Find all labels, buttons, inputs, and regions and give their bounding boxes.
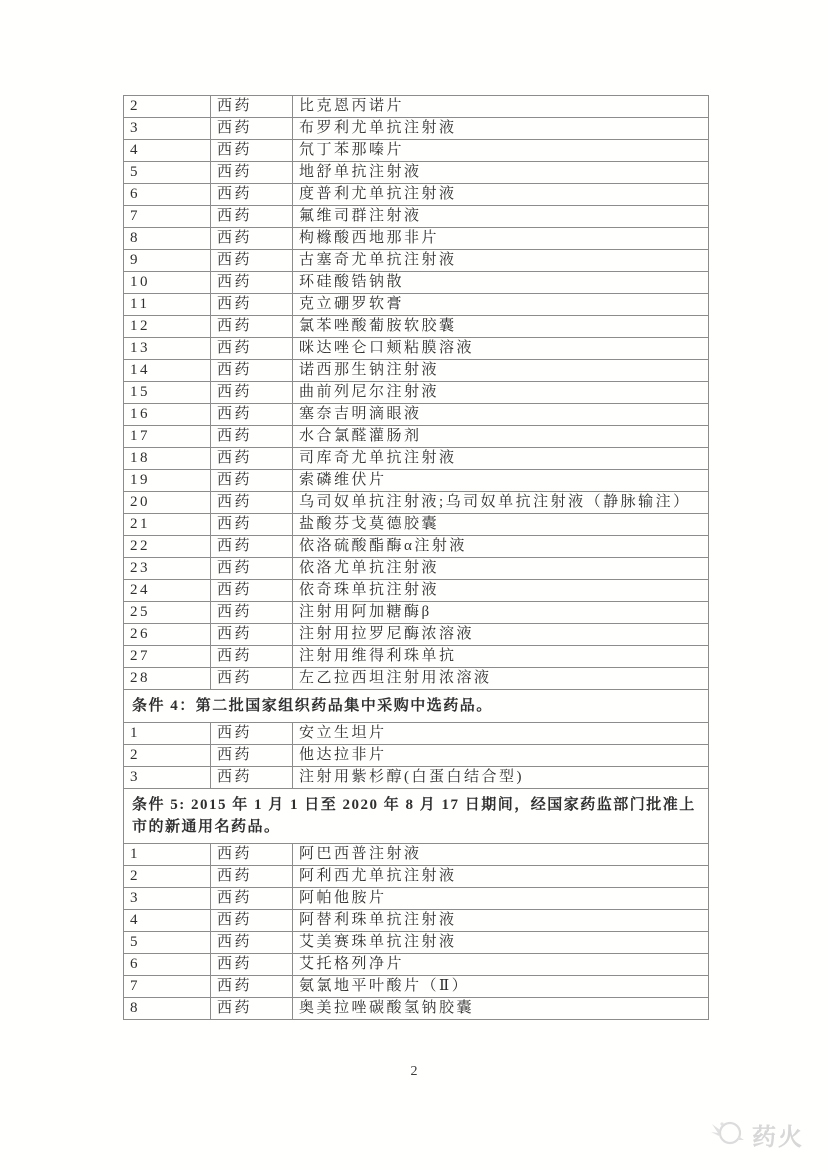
row-number-cell: 20 — [124, 492, 211, 514]
drug-name-cell: 阿巴西普注射液 — [293, 844, 709, 866]
table-row — [124, 492, 709, 514]
row-number-cell: 6 — [124, 184, 211, 206]
table-row — [124, 140, 709, 162]
table-row — [124, 382, 709, 404]
category-cell: 西药 — [211, 426, 293, 448]
row-number-cell: 1 — [124, 723, 211, 745]
table-row — [124, 998, 709, 1020]
category-cell: 西药 — [211, 118, 293, 140]
row-number-cell: 25 — [124, 602, 211, 624]
drug-name-cell: 他达拉非片 — [293, 745, 709, 767]
category-cell: 西药 — [211, 998, 293, 1020]
drug-name-cell: 依洛硫酸酯酶α注射液 — [293, 536, 709, 558]
table-row — [124, 954, 709, 976]
drug-name-cell: 曲前列尼尔注射液 — [293, 382, 709, 404]
row-number-cell: 7 — [124, 976, 211, 998]
table-row — [124, 404, 709, 426]
drug-name-cell: 环硅酸锆钠散 — [293, 272, 709, 294]
row-number-cell: 11 — [124, 294, 211, 316]
drug-name-cell: 布罗利尤单抗注射液 — [293, 118, 709, 140]
row-number-cell: 10 — [124, 272, 211, 294]
drug-name-cell: 阿帕他胺片 — [293, 888, 709, 910]
category-cell: 西药 — [211, 646, 293, 668]
category-cell: 西药 — [211, 767, 293, 789]
category-cell: 西药 — [211, 910, 293, 932]
drug-name-cell: 注射用紫杉醇(白蛋白结合型) — [293, 767, 709, 789]
category-cell: 西药 — [211, 250, 293, 272]
row-number-cell: 22 — [124, 536, 211, 558]
watermark-logo — [708, 1116, 804, 1153]
table-row — [124, 96, 709, 118]
drug-name-cell: 氨氯地平叶酸片（Ⅱ） — [293, 976, 709, 998]
drug-name-cell: 阿替利珠单抗注射液 — [293, 910, 709, 932]
table-row — [124, 932, 709, 954]
row-number-cell: 17 — [124, 426, 211, 448]
drug-name-cell: 盐酸芬戈莫德胶囊 — [293, 514, 709, 536]
table-row — [124, 184, 709, 206]
drug-name-cell: 诺西那生钠注射液 — [293, 360, 709, 382]
drug-name-cell: 司库奇尤单抗注射液 — [293, 448, 709, 470]
row-number-cell: 24 — [124, 580, 211, 602]
table-row — [124, 250, 709, 272]
table-row — [124, 767, 709, 789]
row-number-cell: 18 — [124, 448, 211, 470]
drug-name-cell: 古塞奇尤单抗注射液 — [293, 250, 709, 272]
row-number-cell: 4 — [124, 910, 211, 932]
category-cell: 西药 — [211, 162, 293, 184]
table-row — [124, 470, 709, 492]
row-number-cell: 3 — [124, 767, 211, 789]
page-number: 2 — [410, 1064, 418, 1079]
drug-name-cell: 氯苯唑酸葡胺软胶囊 — [293, 316, 709, 338]
category-cell: 西药 — [211, 360, 293, 382]
section-header-row — [124, 789, 709, 844]
row-number-cell: 15 — [124, 382, 211, 404]
category-cell: 西药 — [211, 976, 293, 998]
section-header-row — [124, 690, 709, 723]
category-cell: 西药 — [211, 294, 293, 316]
drug-name-cell: 塞奈吉明滴眼液 — [293, 404, 709, 426]
row-number-cell: 8 — [124, 998, 211, 1020]
row-number-cell: 8 — [124, 228, 211, 250]
category-cell: 西药 — [211, 272, 293, 294]
drug-name-cell: 左乙拉西坦注射用浓溶液 — [293, 668, 709, 690]
row-number-cell: 21 — [124, 514, 211, 536]
row-number-cell: 6 — [124, 954, 211, 976]
drug-name-cell: 注射用拉罗尼酶浓溶液 — [293, 624, 709, 646]
table-row — [124, 910, 709, 932]
row-number-cell: 13 — [124, 338, 211, 360]
drug-name-cell: 克立硼罗软膏 — [293, 294, 709, 316]
bird-flame-icon — [708, 1116, 748, 1153]
table-row — [124, 360, 709, 382]
category-cell: 西药 — [211, 844, 293, 866]
table-row — [124, 162, 709, 184]
table-row — [124, 866, 709, 888]
drug-name-cell: 注射用维得利珠单抗 — [293, 646, 709, 668]
category-cell: 西药 — [211, 514, 293, 536]
drug-name-cell: 奥美拉唑碳酸氢钠胶囊 — [293, 998, 709, 1020]
row-number-cell: 14 — [124, 360, 211, 382]
category-cell: 西药 — [211, 745, 293, 767]
row-number-cell: 23 — [124, 558, 211, 580]
row-number-cell: 3 — [124, 888, 211, 910]
category-cell: 西药 — [211, 470, 293, 492]
drug-name-cell: 咪达唑仑口颊粘膜溶液 — [293, 338, 709, 360]
table-row — [124, 844, 709, 866]
table-row — [124, 536, 709, 558]
category-cell: 西药 — [211, 580, 293, 602]
table-row — [124, 723, 709, 745]
drug-name-cell: 乌司奴单抗注射液;乌司奴单抗注射液（静脉输注） — [293, 492, 709, 514]
row-number-cell: 3 — [124, 118, 211, 140]
drug-name-cell: 阿利西尤单抗注射液 — [293, 866, 709, 888]
category-cell: 西药 — [211, 382, 293, 404]
category-cell: 西药 — [211, 866, 293, 888]
table-row — [124, 558, 709, 580]
category-cell: 西药 — [211, 316, 293, 338]
drug-name-cell: 度普利尤单抗注射液 — [293, 184, 709, 206]
table-row — [124, 888, 709, 910]
drug-table — [123, 95, 709, 1020]
row-number-cell: 27 — [124, 646, 211, 668]
table-row — [124, 976, 709, 998]
drug-name-cell: 安立生坦片 — [293, 723, 709, 745]
row-number-cell: 2 — [124, 866, 211, 888]
drug-name-cell: 氘丁苯那嗪片 — [293, 140, 709, 162]
category-cell: 西药 — [211, 96, 293, 118]
category-cell: 西药 — [211, 536, 293, 558]
table-row — [124, 118, 709, 140]
row-number-cell: 2 — [124, 745, 211, 767]
row-number-cell: 16 — [124, 404, 211, 426]
drug-name-cell: 依奇珠单抗注射液 — [293, 580, 709, 602]
row-number-cell: 19 — [124, 470, 211, 492]
drug-name-cell: 水合氯醛灌肠剂 — [293, 426, 709, 448]
table-row — [124, 602, 709, 624]
table-row — [124, 580, 709, 602]
table-row — [124, 646, 709, 668]
drug-table-container — [123, 95, 709, 1020]
drug-name-cell: 氟维司群注射液 — [293, 206, 709, 228]
table-row — [124, 514, 709, 536]
category-cell: 西药 — [211, 624, 293, 646]
category-cell: 西药 — [211, 140, 293, 162]
table-row — [124, 338, 709, 360]
drug-name-cell: 艾美赛珠单抗注射液 — [293, 932, 709, 954]
drug-name-cell: 枸橼酸西地那非片 — [293, 228, 709, 250]
category-cell: 西药 — [211, 404, 293, 426]
category-cell: 西药 — [211, 602, 293, 624]
drug-name-cell: 注射用阿加糖酶β — [293, 602, 709, 624]
category-cell: 西药 — [211, 228, 293, 250]
category-cell: 西药 — [211, 558, 293, 580]
category-cell: 西药 — [211, 338, 293, 360]
drug-name-cell: 依洛尤单抗注射液 — [293, 558, 709, 580]
category-cell: 西药 — [211, 184, 293, 206]
table-row — [124, 272, 709, 294]
table-row — [124, 228, 709, 250]
section-header-text: 条件 4：第二批国家组织药品集中采购中选药品。 — [124, 690, 709, 723]
row-number-cell: 28 — [124, 668, 211, 690]
table-row — [124, 294, 709, 316]
table-row — [124, 745, 709, 767]
drug-name-cell: 索磷维伏片 — [293, 470, 709, 492]
category-cell: 西药 — [211, 668, 293, 690]
drug-name-cell: 艾托格列净片 — [293, 954, 709, 976]
row-number-cell: 5 — [124, 932, 211, 954]
category-cell: 西药 — [211, 723, 293, 745]
category-cell: 西药 — [211, 206, 293, 228]
category-cell: 西药 — [211, 888, 293, 910]
category-cell: 西药 — [211, 932, 293, 954]
table-row — [124, 624, 709, 646]
row-number-cell: 1 — [124, 844, 211, 866]
section-header-text: 条件 5: 2015 年 1 月 1 日至 2020 年 8 月 17 日期间，经国家药监部门批准上市的新通用名药品。 — [124, 789, 709, 844]
row-number-cell: 9 — [124, 250, 211, 272]
drug-name-cell: 地舒单抗注射液 — [293, 162, 709, 184]
category-cell: 西药 — [211, 492, 293, 514]
table-row — [124, 316, 709, 338]
table-row — [124, 668, 709, 690]
row-number-cell: 4 — [124, 140, 211, 162]
category-cell: 西药 — [211, 448, 293, 470]
table-row — [124, 448, 709, 470]
row-number-cell: 12 — [124, 316, 211, 338]
category-cell: 西药 — [211, 954, 293, 976]
table-row — [124, 426, 709, 448]
row-number-cell: 26 — [124, 624, 211, 646]
row-number-cell: 7 — [124, 206, 211, 228]
table-row — [124, 206, 709, 228]
drug-name-cell: 比克恩丙诺片 — [293, 96, 709, 118]
row-number-cell: 5 — [124, 162, 211, 184]
watermark-text: 药火 — [752, 1124, 804, 1151]
row-number-cell: 2 — [124, 96, 211, 118]
